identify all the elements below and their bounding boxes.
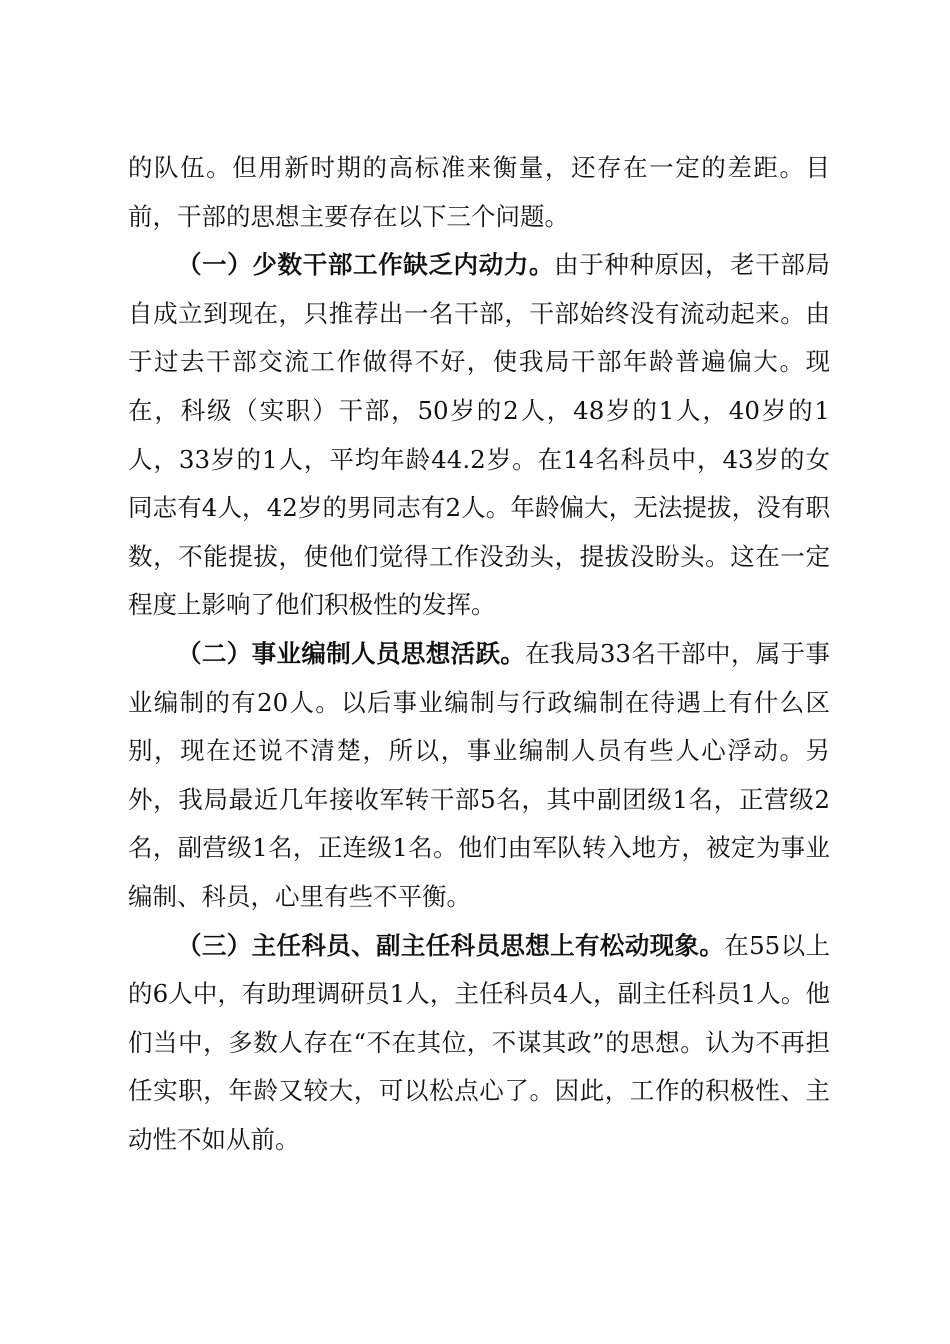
- paragraph-issue-2: [128, 630, 830, 922]
- paragraph-issue-1: [128, 241, 830, 630]
- paragraph-issue-3: [128, 922, 830, 1165]
- issue-1-heading: （一）少数干部工作缺乏内动力。: [177, 250, 555, 280]
- issue-1-text: 由于种种原因，老干部局自成立到现在，只推荐出一名干部，干部始终没有流动起来。由于过去干部交流工作做得不好，使我局干部年龄普遍偏大。现在，科级（实职）干部，50岁的2人，48岁的1人，40岁的1人，33岁的1人，平均年龄44.2岁。在14名科员中，43岁的女同志有4人，42岁的男同志有2人。年龄偏大，无法提拔，没有职数，不能提拔，使他们觉得工作没劲头，提拔没盼头。这在一定程度上影响了他们积极性的发挥。: [128, 250, 831, 620]
- paragraph-text: 的队伍。但用新时期的高标准来衡量，还存在一定的差距。目前，干部的思想主要存在以下三个问题。: [128, 153, 830, 231]
- paragraph-intro: [128, 144, 830, 241]
- issue-3-text: 在55以上的6人中，有助理调研员1人，主任科员4人，副主任科员1人。他们当中，多数人存在“不在其位，不谋其政”的思想。认为不再担任实职，年龄又较大，可以松点心了。因此，工作的积极性、主动性不如从前。: [128, 930, 830, 1154]
- issue-2-text: 在我局33名干部中，属于事业编制的有20人。以后事业编制与行政编制在待遇上有什么区别，现在还说不清楚，所以，事业编制人员有些人心浮动。另外，我局最近几年接收军转干部5名，其中副团级1名，正营级2名，副营级1名，正连级1名。他们由军队转入地方，被定为事业编制、科员，心里有些不平衡。: [128, 638, 830, 911]
- issue-3-heading: （三）主任科员、副主任科员思想上有松动现象。: [177, 930, 725, 960]
- document-body: [128, 144, 830, 1164]
- issue-2-heading: （二）事业编制人员思想活跃。: [177, 638, 526, 668]
